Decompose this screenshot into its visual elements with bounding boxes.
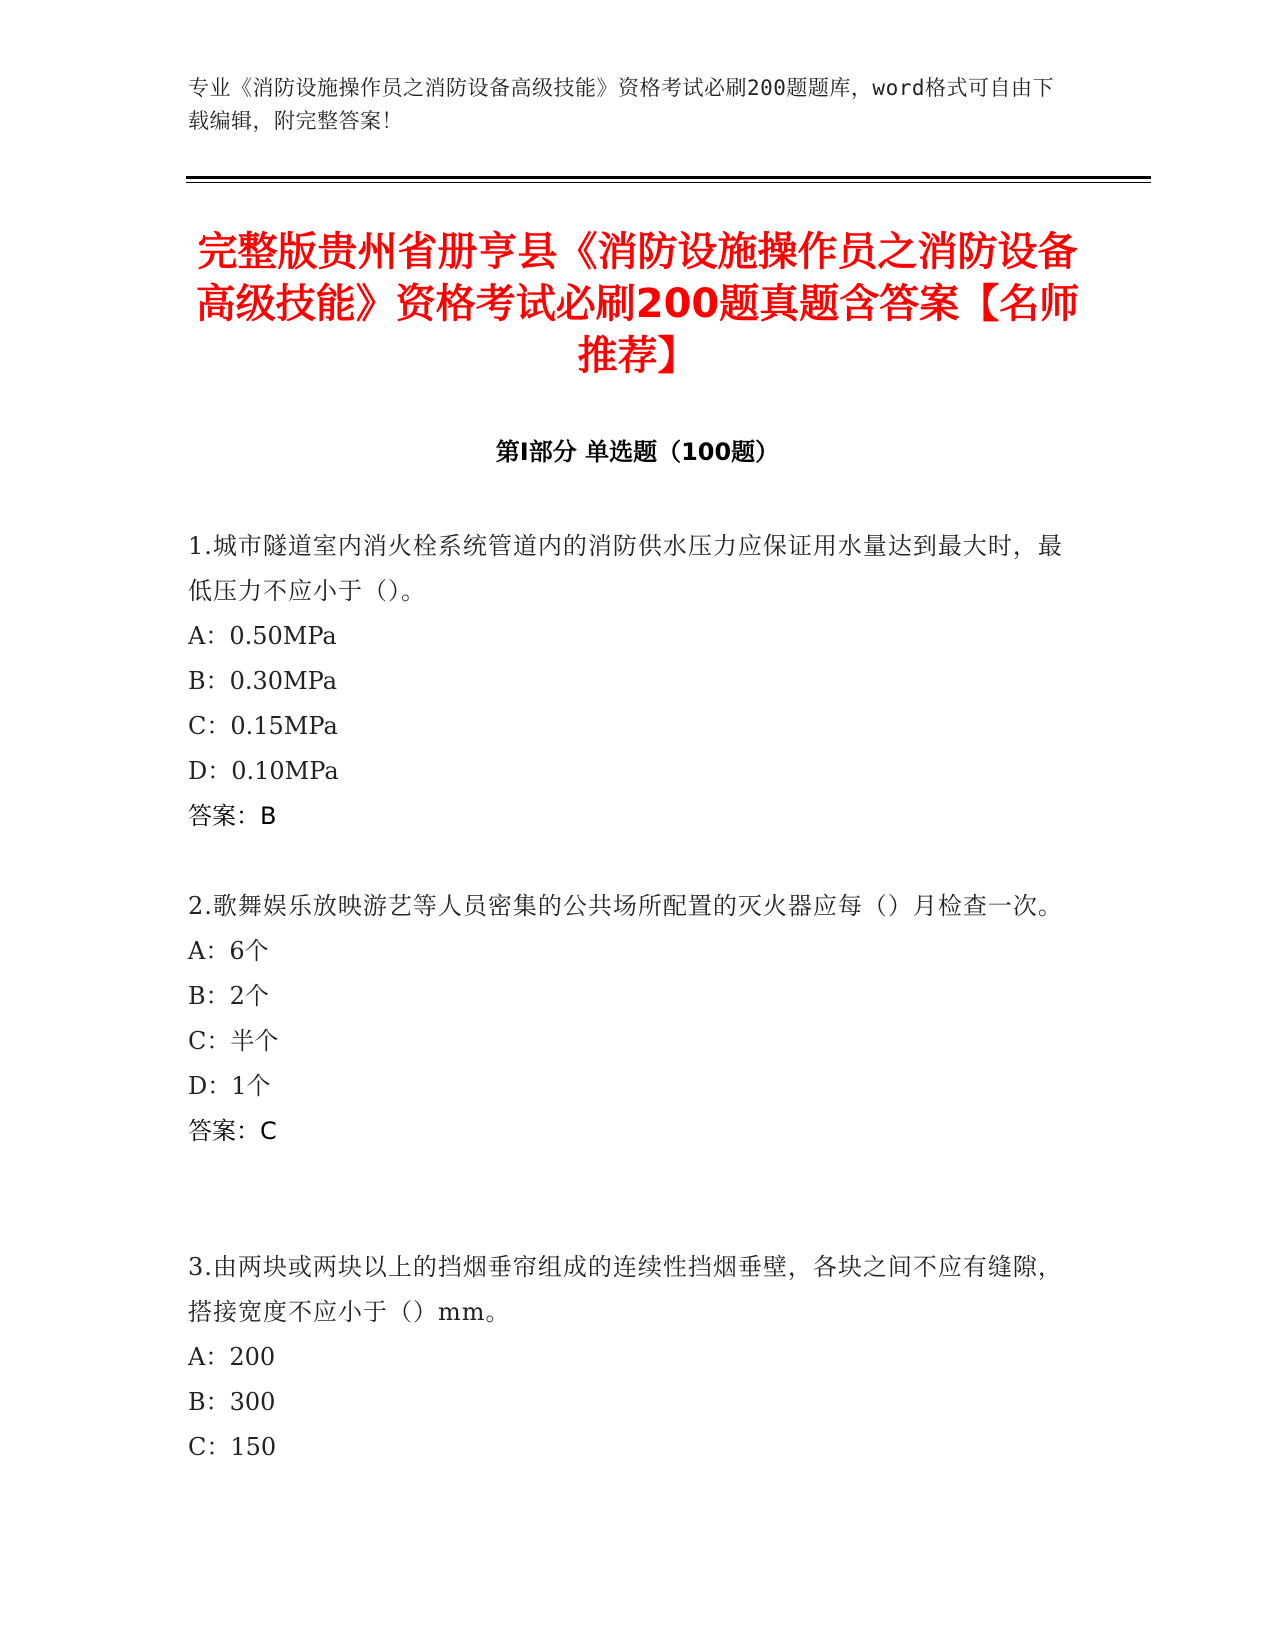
header-note: 专业《消防设施操作员之消防设备高级技能》资格考试必刷200题题库，word格式可自由下载编辑，附完整答案！ xyxy=(188,76,1054,133)
option-b: B：300 xyxy=(188,1388,276,1416)
answer: 答案：C xyxy=(188,1117,277,1145)
option-b: B：0.30MPa xyxy=(188,667,338,695)
question-1 xyxy=(188,524,1068,839)
question-stem: 3.由两块或两块以上的挡烟垂帘组成的连续性挡烟垂壁，各块之间不应有缝隙，搭接宽度不应小于（）mm。 xyxy=(188,1253,1063,1326)
question-3 xyxy=(188,1245,1068,1470)
option-c: C：0.15MPa xyxy=(188,712,338,740)
option-c: C：半个 xyxy=(188,1027,279,1055)
document-title: 完整版贵州省册亨县《消防设施操作员之消防设备高级技能》资格考试必刷200题真题含答案【名师推荐】 xyxy=(195,229,1080,379)
option-a: A：6个 xyxy=(188,937,269,965)
header-rule-thick xyxy=(186,176,1151,179)
question-2 xyxy=(188,884,1068,1154)
question-stem: 2.歌舞娱乐放映游艺等人员密集的公共场所配置的灭火器应每（）月检查一次。 xyxy=(188,892,1063,920)
option-a: A：200 xyxy=(188,1343,276,1371)
answer: 答案：B xyxy=(188,802,277,830)
option-a: A：0.50MPa xyxy=(188,622,337,650)
question-stem: 1.城市隧道室内消火栓系统管道内的消防供水压力应保证用水量达到最大时，最低压力不应小于（）。 xyxy=(188,532,1063,605)
option-b: B：2个 xyxy=(188,982,269,1010)
option-c: C：150 xyxy=(188,1433,277,1461)
header-rule-thin xyxy=(186,182,1151,183)
option-d: D：0.10MPa xyxy=(188,757,339,785)
option-d: D：1个 xyxy=(188,1072,271,1100)
section-title: 第Ⅰ部分 单选题（100题） xyxy=(495,438,780,466)
